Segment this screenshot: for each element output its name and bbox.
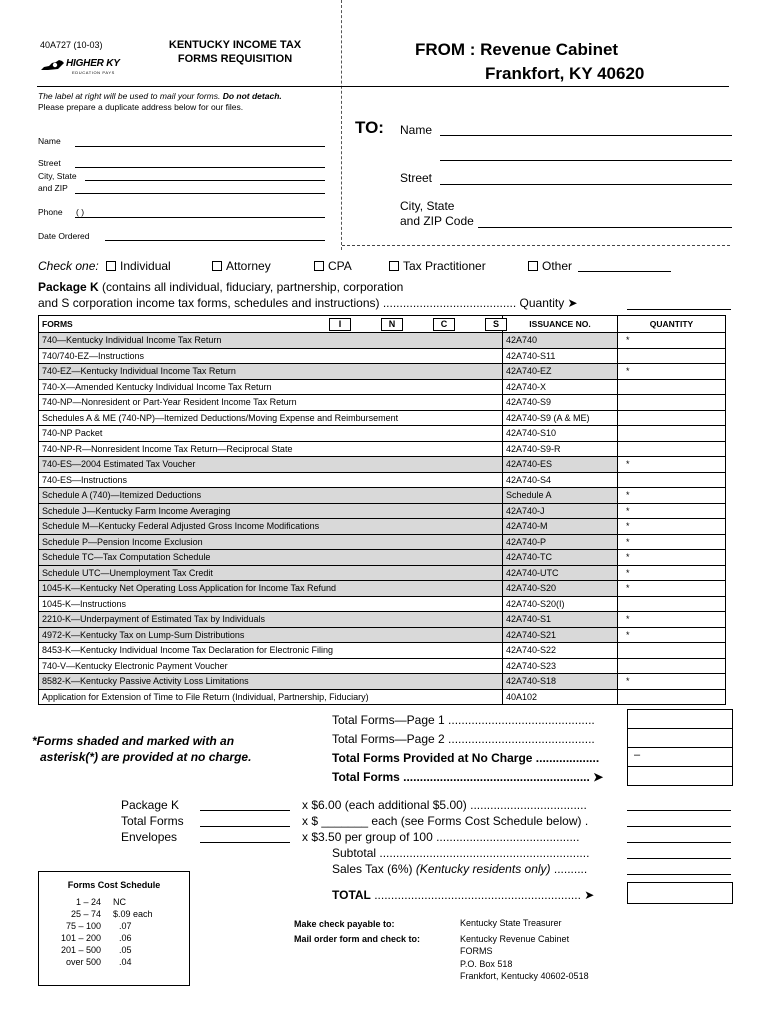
no-charge-box[interactable]: – [627, 747, 733, 767]
package-k-title: Package K [38, 280, 99, 294]
form-name: Schedule J—Kentucky Farm Income Averaging [39, 503, 503, 519]
quantity-cell[interactable] [618, 658, 726, 674]
address-line: FORMS [460, 946, 493, 956]
schedule-range: 75 – 100 [65, 921, 101, 931]
form-name: Schedule A (740)—Itemized Deductions [39, 488, 503, 504]
zip-input[interactable] [75, 193, 325, 194]
schedule-range: 201 – 500 [60, 945, 101, 955]
form-name: Schedule P—Pension Income Exclusion [39, 534, 503, 550]
city-state-label: City, State [38, 171, 77, 181]
issuance-number: 42A740-S4 [503, 472, 618, 488]
form-name: Schedule UTC—Unemployment Tax Credit [39, 565, 503, 581]
table-row [39, 689, 726, 705]
payment-address [460, 917, 589, 983]
schedule-range: 1 – 24 [75, 897, 101, 907]
schedule-price: .04 [119, 957, 132, 967]
no-charge-label: Total Forms Provided at No Charge ................... [332, 751, 600, 765]
to-label: TO: [355, 118, 384, 137]
to-zip-label: and ZIP Code [400, 214, 474, 228]
quantity-cell[interactable]: * [618, 550, 726, 566]
schedule-row [39, 920, 189, 932]
option-attorney[interactable]: Attorney [212, 259, 271, 273]
ins-box-s: S [485, 318, 507, 331]
from-block [415, 38, 644, 86]
total-amount-box[interactable] [627, 882, 733, 904]
form-name: 8453-K—Kentucky Individual Income Tax Declaration for Electronic Filing [39, 643, 503, 659]
col-quantity: QUANTITY [618, 316, 726, 333]
amount-envelopes[interactable] [627, 842, 731, 843]
issuance-number: 40A102 [503, 689, 618, 705]
address-line: P.O. Box 518 [460, 958, 513, 969]
payable-label: Make check payable to: [294, 919, 395, 929]
instructions-line2: Please prepare a duplicate address below for our files. [38, 102, 244, 112]
cost-line1: x $6.00 (each additional $5.00) ................................... [302, 798, 587, 812]
cost-total-forms-label: Total Forms [121, 814, 184, 828]
schedule-range: 101 – 200 [60, 933, 101, 943]
table-row [39, 364, 726, 380]
quantity-cell[interactable]: * [618, 503, 726, 519]
street-input[interactable] [75, 167, 325, 168]
name-input[interactable] [75, 146, 325, 147]
quantity-cell[interactable]: * [618, 674, 726, 690]
issuance-number: 42A740-S11 [503, 348, 618, 364]
package-k-text: Package K (contains all individual, fiduciary, partnership, corporation and S corporation income tax forms, schedules and instructions) ........................................ Quantity ➤ [38, 280, 578, 310]
issuance-number: 42A740-S23 [503, 658, 618, 674]
amount-package-k[interactable] [627, 810, 731, 811]
form-code: 40A727 (10-03) [40, 40, 103, 50]
issuance-number: 42A740-EZ [503, 364, 618, 380]
col-issuance: ISSUANCE NO. [503, 316, 618, 333]
table-row [39, 658, 726, 674]
issuance-number: 42A740 [503, 333, 618, 349]
form-name: Application for Extension of Time to File Return (Individual, Partnership, Fiduciary) [39, 689, 503, 705]
schedule-title: Forms Cost Schedule [67, 880, 161, 890]
ins-box-i: I [329, 318, 351, 331]
ins-box-n: N [381, 318, 403, 331]
to-street-label: Street [400, 171, 433, 185]
cut-line-horizontal [342, 245, 730, 246]
table-row [39, 379, 726, 395]
phone-input[interactable] [75, 217, 325, 218]
option-tax-practitioner[interactable]: Tax Practitioner [389, 259, 486, 273]
asterisk-note: *Forms shaded and marked with an asterisk(*) are provided at no charge. [32, 734, 252, 764]
issuance-number: 42A740-UTC [503, 565, 618, 581]
total-row: TOTAL .............................................................. ➤ [332, 888, 595, 902]
form-name: 740-ES—2004 Estimated Tax Voucher [39, 457, 503, 473]
schedule-row [39, 908, 189, 920]
option-other[interactable]: Other [528, 259, 572, 273]
cost-envelopes-input[interactable] [200, 842, 290, 843]
schedule-row [39, 896, 189, 908]
to-city-label: City, State [400, 199, 455, 213]
issuance-number: 42A740-S20 [503, 581, 618, 597]
table-row [39, 534, 726, 550]
quantity-cell[interactable] [618, 441, 726, 457]
option-cpa[interactable]: CPA [314, 259, 352, 273]
amount-total-forms[interactable] [627, 826, 731, 827]
higher-ky-logo [40, 57, 130, 75]
checkbox-individual[interactable] [106, 261, 116, 271]
table-row [39, 395, 726, 411]
form-name: 740-NP Packet [39, 426, 503, 442]
table-row [39, 503, 726, 519]
subtotal-tax [332, 845, 589, 877]
form-name: 740—Kentucky Individual Income Tax Return [39, 333, 503, 349]
total-page1-label: Total Forms—Page 1 ............................................ [332, 713, 595, 727]
payment-labels [294, 917, 420, 947]
total-label: TOTAL [332, 888, 371, 902]
other-input[interactable] [578, 271, 671, 272]
forms-cost-schedule [38, 871, 190, 986]
cut-line-vertical [341, 0, 342, 250]
schedule-price: .06 [119, 933, 132, 943]
quantity-cell[interactable]: * [618, 333, 726, 349]
issuance-number: 42A740-S9-R [503, 441, 618, 457]
form-name: 2210-K—Underpayment of Estimated Tax by Individuals [39, 612, 503, 628]
issuance-number: 42A740-P [503, 534, 618, 550]
logo-subtext: EDUCATION PAYS [72, 70, 115, 75]
table-row [39, 674, 726, 690]
total-page2-label: Total Forms—Page 2 ............................................ [332, 732, 595, 746]
to-name-line2[interactable] [440, 160, 732, 161]
total-page1-box[interactable] [627, 709, 733, 729]
total-forms-box[interactable] [627, 766, 733, 786]
cost-total-forms-input[interactable] [200, 826, 290, 827]
name-label: Name [38, 136, 61, 146]
cost-package-k-input[interactable] [200, 810, 290, 811]
table-row [39, 519, 726, 535]
form-name: 1045-K—Instructions [39, 596, 503, 612]
total-page2-box[interactable] [627, 728, 733, 748]
issuance-number: 42A740-X [503, 379, 618, 395]
to-street-input[interactable] [440, 184, 732, 185]
schedule-row [39, 932, 189, 944]
checkbox-attorney[interactable] [212, 261, 222, 271]
table-row [39, 488, 726, 504]
form-name: 740-NP-R—Nonresident Income Tax Return—Reciprocal State [39, 441, 503, 457]
table-row [39, 333, 726, 349]
quantity-cell[interactable] [618, 379, 726, 395]
table-header-row [39, 316, 726, 333]
schedule-price: .07 [119, 921, 132, 931]
form-name: 740-NP—Nonresident or Part-Year Resident Income Tax Return [39, 395, 503, 411]
amount-subtotal[interactable] [627, 858, 731, 859]
form-name: 740/740-EZ—Instructions [39, 348, 503, 364]
from-line2: Frankfort, KY 40620 [485, 64, 645, 83]
form-name: Schedules A & ME (740-NP)—Itemized Deductions/Moving Expense and Reimbursement [39, 410, 503, 426]
issuance-number: 42A740-TC [503, 550, 618, 566]
schedule-row [39, 944, 189, 956]
phone-label: Phone [38, 207, 63, 217]
instructions-line1: The label at right will be used to mail your forms. Do not detach. [38, 91, 282, 101]
checkbox-tax-practitioner[interactable] [389, 261, 399, 271]
table-row [39, 410, 726, 426]
table-row [39, 612, 726, 628]
subtotal-label: Subtotal ............................................................... [332, 846, 590, 860]
quantity-cell[interactable] [618, 689, 726, 705]
to-name-label: Name [400, 123, 433, 137]
issuance-number: 42A740-M [503, 519, 618, 535]
to-city-zip-input[interactable] [478, 227, 732, 228]
table-row [39, 348, 726, 364]
cost-package-k-label: Package K [121, 798, 180, 812]
instructions [38, 91, 282, 113]
form-name: 740-EZ—Kentucky Individual Income Tax Return [39, 364, 503, 380]
address-line: Frankfort, Kentucky 40602-0518 [460, 971, 589, 981]
schedule-price: .05 [119, 945, 132, 955]
table-row [39, 627, 726, 643]
table-row [39, 426, 726, 442]
to-name-input[interactable] [440, 135, 732, 136]
quantity-cell[interactable]: * [618, 534, 726, 550]
cost-line2: x $ _______ each (see Forms Cost Schedule below) . [302, 814, 589, 828]
issuance-number: 42A740-S21 [503, 627, 618, 643]
col-forms: FORMS I N C S [39, 316, 503, 333]
quantity-cell[interactable] [618, 410, 726, 426]
form-name: 8582-K—Kentucky Passive Activity Loss Limitations [39, 674, 503, 690]
phone-area-code: ( ) [76, 207, 85, 217]
quantity-cell[interactable]: * [618, 364, 726, 380]
street-label: Street [38, 158, 61, 168]
package-k-line2: and S corporation income tax forms, schedules and instructions) ........................................ Quantity ➤ [38, 296, 578, 310]
total-forms-label: Total Forms ........................................................ ➤ [332, 770, 604, 784]
cost-envelopes-label: Envelopes [121, 830, 178, 844]
form-title-line2: FORMS REQUISITION [177, 53, 293, 65]
quantity-cell[interactable]: * [618, 565, 726, 581]
form-title-line1: KENTUCKY INCOME TAX [168, 39, 302, 51]
table-row [39, 457, 726, 473]
quantity-cell[interactable] [618, 472, 726, 488]
forms-table [38, 315, 726, 705]
issuance-number: 42A740-S9 (A & ME) [503, 410, 618, 426]
table-row [39, 441, 726, 457]
from-line1: FROM : Revenue Cabinet [415, 40, 619, 59]
logo-text: HIGHER KY [66, 58, 120, 69]
amount-sales-tax[interactable] [627, 874, 731, 875]
cost-labels [121, 797, 184, 845]
address-line: Kentucky Revenue Cabinet [460, 933, 570, 944]
form-name: 740-X—Amended Kentucky Individual Income Tax Return [39, 379, 503, 395]
issuance-number: 42A740-S20(I) [503, 596, 618, 612]
mail-label: Mail order form and check to: [294, 934, 421, 944]
form-name: Schedule M—Kentucky Federal Adjusted Gross Income Modifications [39, 519, 503, 535]
table-row [39, 581, 726, 597]
issuance-number: 42A740-ES [503, 457, 618, 473]
quantity-cell[interactable]: * [618, 457, 726, 473]
date-ordered-input[interactable] [105, 240, 325, 241]
form-name: Schedule TC—Tax Computation Schedule [39, 550, 503, 566]
sales-tax-label: Sales Tax (6%) (Kentucky residents only) .......... [332, 862, 588, 876]
checkbox-cpa[interactable] [314, 261, 324, 271]
table-row [39, 596, 726, 612]
form-title [150, 38, 320, 66]
quantity-cell[interactable] [618, 643, 726, 659]
quantity-cell[interactable] [618, 426, 726, 442]
option-individual[interactable]: Individual [106, 259, 171, 273]
quantity-cell[interactable]: * [618, 627, 726, 643]
table-row [39, 565, 726, 581]
quantity-cell[interactable]: * [618, 488, 726, 504]
issuance-number: 42A740-J [503, 503, 618, 519]
table-row [39, 472, 726, 488]
ins-indicators [314, 318, 522, 331]
schedule-row [39, 956, 189, 968]
cost-line3: x $3.50 per group of 100 ........................................... [302, 830, 580, 844]
issuance-number: 42A740-S22 [503, 643, 618, 659]
form-name: 4972-K—Kentucky Tax on Lump-Sum Distributions [39, 627, 503, 643]
quantity-cell[interactable] [618, 395, 726, 411]
issuance-number: 42A740-S18 [503, 674, 618, 690]
check-one-label: Check one: [38, 259, 99, 273]
header-rule [37, 86, 729, 87]
payee: Kentucky State Treasurer [460, 918, 562, 928]
quantity-cell[interactable]: * [618, 612, 726, 628]
checkbox-other[interactable] [528, 261, 538, 271]
table-row [39, 643, 726, 659]
table-row [39, 550, 726, 566]
schedule-range: 25 – 74 [70, 909, 101, 919]
form-name: 740-V—Kentucky Electronic Payment Voucher [39, 658, 503, 674]
issuance-number: 42A740-S1 [503, 612, 618, 628]
quantity-cell[interactable] [618, 596, 726, 612]
city-state-input[interactable] [85, 180, 325, 181]
date-ordered-label: Date Ordered [38, 231, 90, 241]
form-name: 740-ES—Instructions [39, 472, 503, 488]
package-k-quantity-input[interactable] [627, 309, 731, 310]
issuance-number: 42A740-S9 [503, 395, 618, 411]
schedule-price: NC [113, 897, 126, 907]
form-name: 1045-K—Kentucky Net Operating Loss Application for Income Tax Refund [39, 581, 503, 597]
schedule-price: $.09 each [113, 909, 153, 919]
quantity-cell[interactable]: * [618, 581, 726, 597]
cost-lines [302, 797, 588, 845]
zip-label: and ZIP [38, 183, 68, 193]
quantity-cell[interactable] [618, 348, 726, 364]
issuance-number: 42A740-S10 [503, 426, 618, 442]
quantity-cell[interactable]: * [618, 519, 726, 535]
ins-box-c: C [433, 318, 455, 331]
schedule-range: over 500 [65, 957, 101, 967]
issuance-number: Schedule A [503, 488, 618, 504]
